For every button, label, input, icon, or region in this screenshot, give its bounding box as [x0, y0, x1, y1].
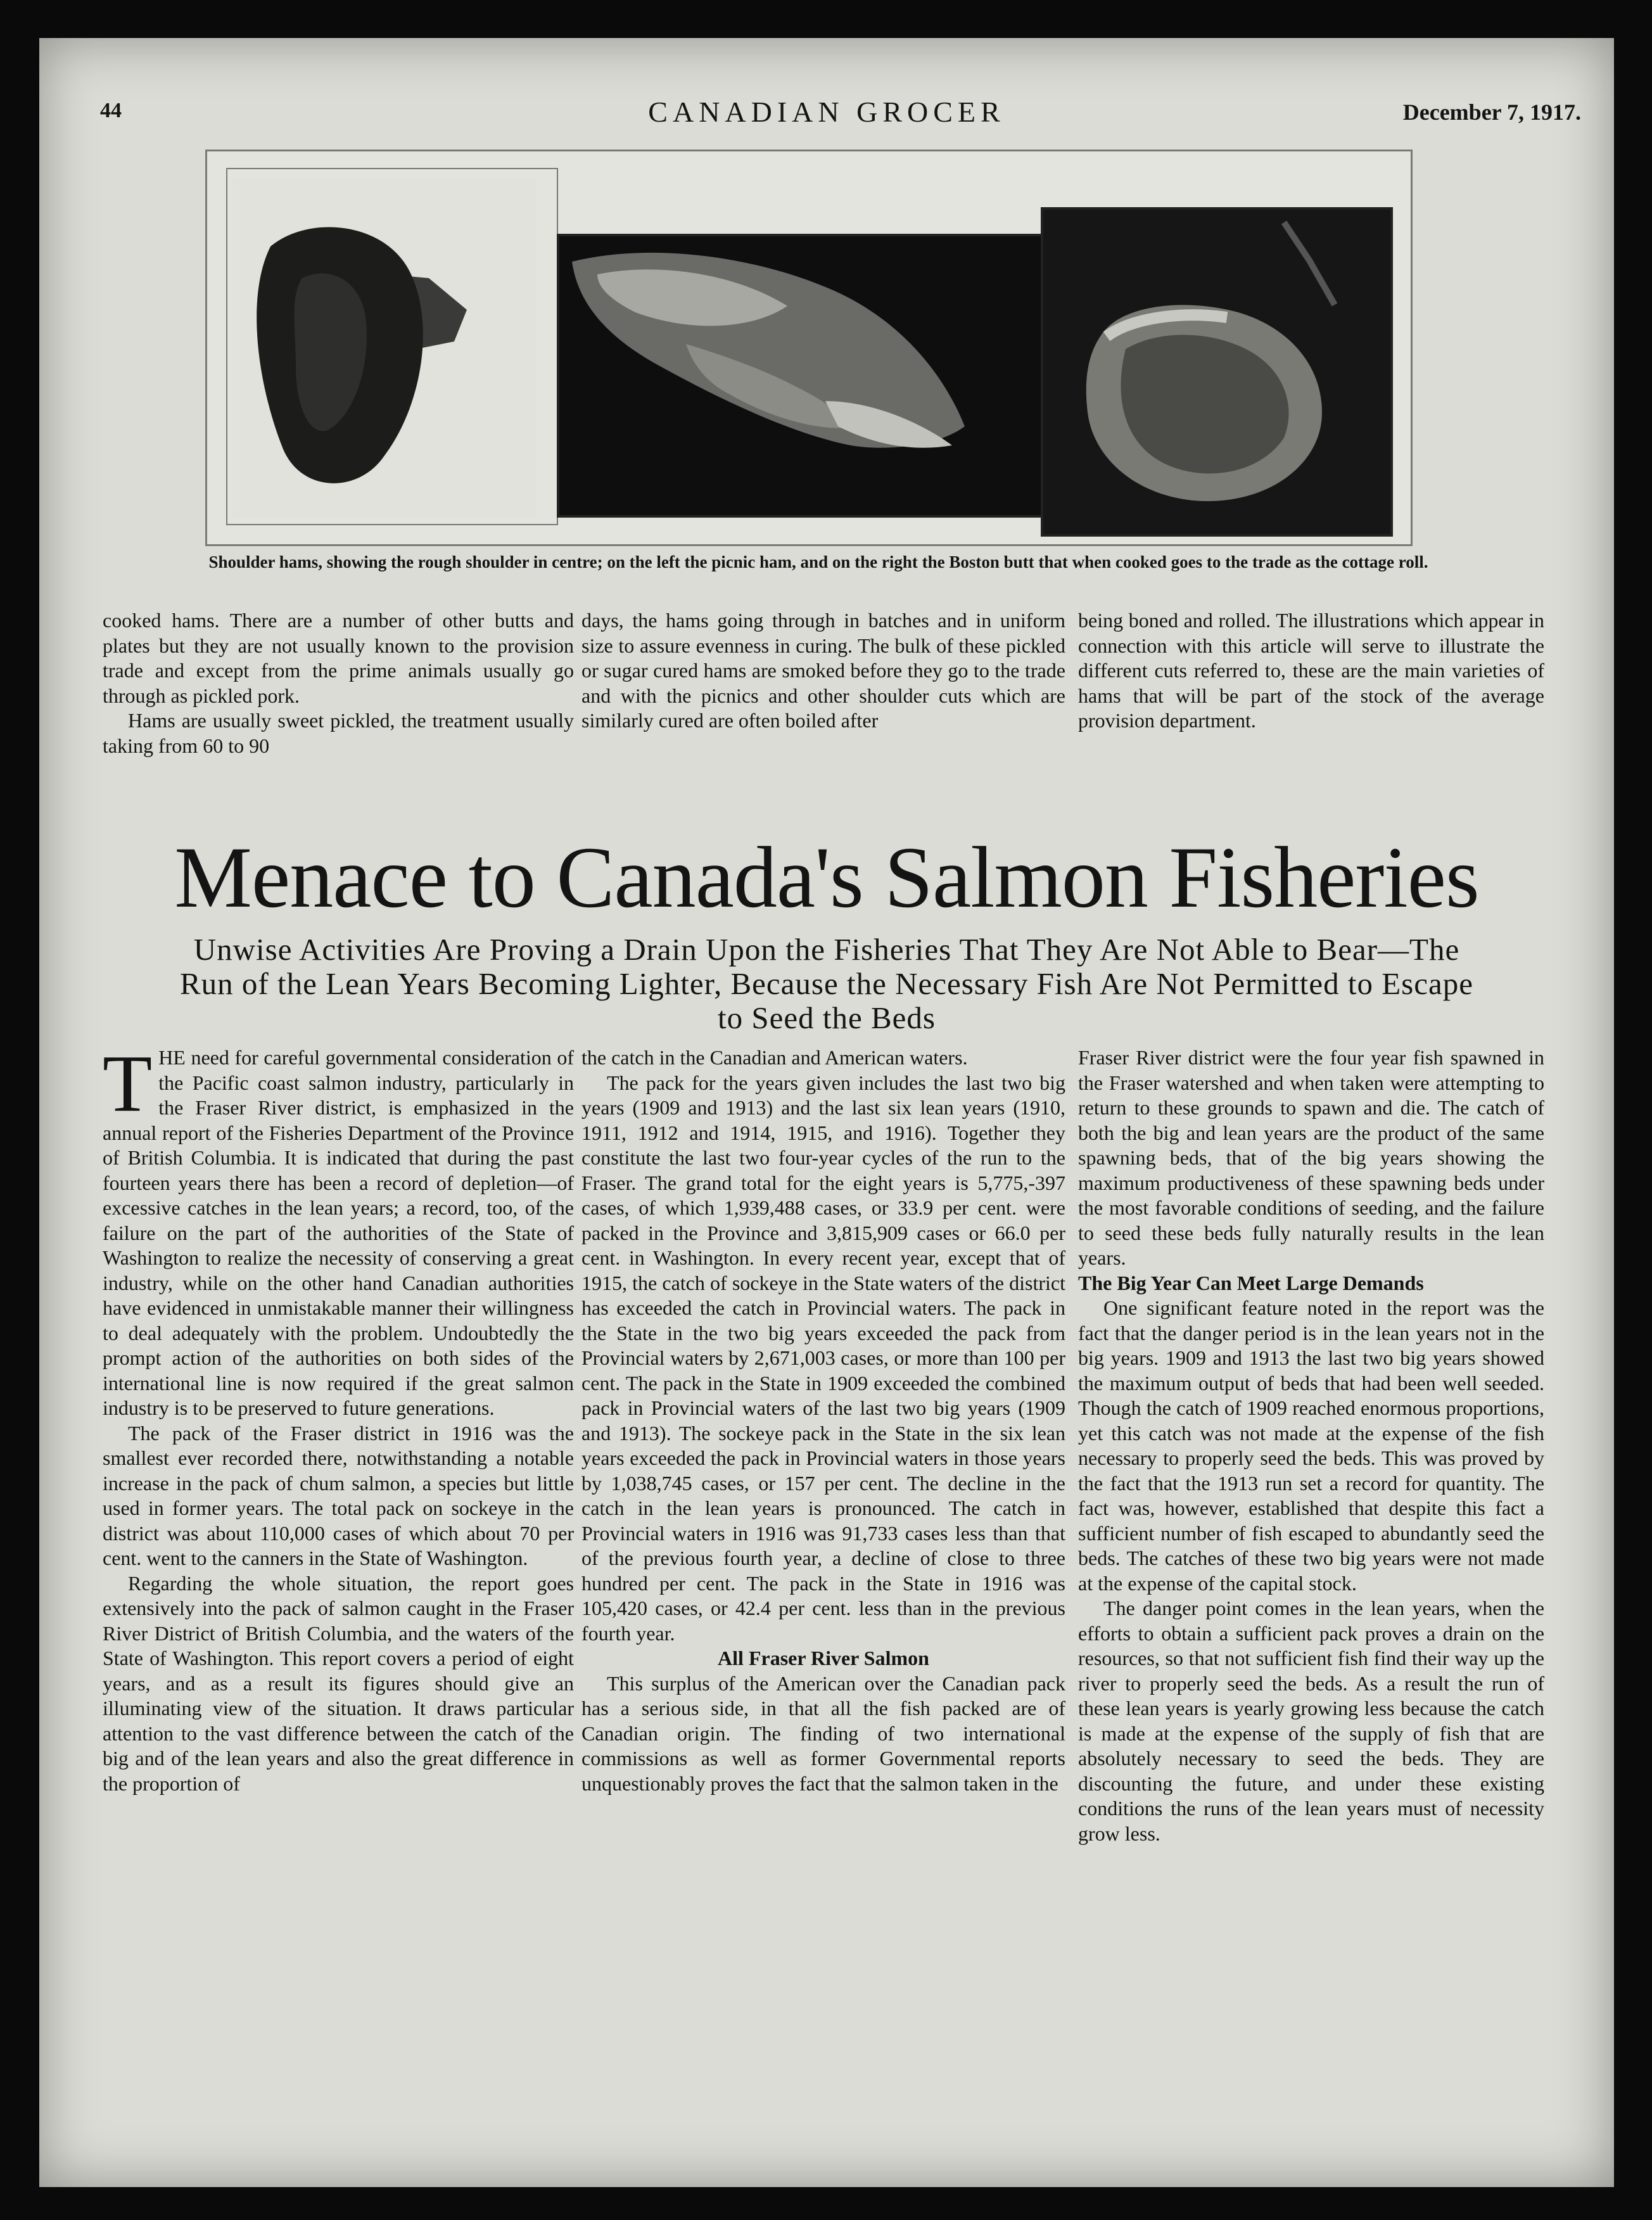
paragraph: The pack for the years given includes the last two big years (1909 and 1913) and the last six lean years (1910, 1911, 1912 and 1914, 1915, and 1916). Together they constitute the last two four-year cycles of the run to the Fraser. The grand total for the eight years is 5,775,-397 cases, of which 1,939,488 cases, or 33.9 per cent. were packed in the Province and 3,815,909 cases or 66.0 per cent. in Washington. In every recent year, except that of 1915, the catch of sockeye in the State waters of the district has exceeded the catch in Provincial waters. The pack in the State in the two big years exceeded the pack from Provincial waters by 2,671,003 cases, or more than 100 per cent. The pack in the State in 1909 exceeded the combined pack in Provincial waters of the last two big years (1909 and 1913). The sockeye pack in the State in the six lean years exceeded the pack in Provincial waters in those years by 1,038,745 cases, or 157 per cent. The decline in the catch in the lean years is pronounced. The catch in Provincial waters in 1916 was 91,733 cases less than that of the previous fourth year, a decline of close to three hundred per cent. The pack in the State in 1916 was 105,420 cases, or 42.4 per cent. less than in the previous fourth year.: [581, 1071, 1065, 1645]
magazine-page: [39, 38, 1614, 2187]
paragraph: cooked hams. There are a number of other butts and plates but they are not usually known to the provision trade and except from the prime animals usually go through as pickled pork.: [103, 609, 574, 707]
paragraph: [103, 1038, 574, 1421]
paragraph: days, the hams going through in batches and in uniform size to assure evenness in curing. The bulk of these pickled or sugar cured hams are smoked before they go to the trade and with the picnics and other shoulder cuts which are similarly cured are often boiled after: [581, 609, 1065, 732]
continued-column-2: [581, 608, 1065, 734]
article-column-3: [1078, 1045, 1544, 1846]
continued-column-3: [1078, 608, 1544, 734]
paragraph-text: HE need for careful governmental consideration of the Pacific coast salmon industry, particularly in the Fraser River district, is emphasized in the annual report of the Fisheries Department of the Province of British Columbia. It is indicated that during the past fourteen years there has been a record of depletion—of excessive catches in the lean years; a record, too, of the failure on the part of the authorities of the State of Washington to realize the necessity of conserving a great industry, while on the other hand Canadian authorities have evidenced in unmistakable manner their willingness to deal adequately with the problem. Undoubtedly the prompt action of the authorities on both sides of the international line is now required if the great salmon industry is to be preserved to future generations.: [103, 1046, 574, 1419]
paragraph: Fraser River district were the four year fish spawned in the Fraser watershed and when taken were attempting to return to these grounds to spawn and die. The catch of both the big and lean years are the product of the same spawning beds, that of the big years showing the maximum productiveness of these spawning beds under the most favorable conditions of seeding, and the failure to seed these beds fully naturally results in the lean years.: [1078, 1046, 1544, 1269]
paragraph: Hams are usually sweet pickled, the treatment usually taking from 60 to 90: [103, 709, 574, 757]
picnic-ham-photo: [232, 177, 537, 519]
paragraph: This surplus of the American over the Canadian pack has a serious side, in that all the fish packed are of Canadian origin. The finding of two international commissions as well as former Governmental reports unquestionably proves the fact that the salmon taken in the: [581, 1671, 1065, 1795]
article-column-2: [581, 1045, 1065, 1796]
section-subhead: All Fraser River Salmon: [718, 1647, 929, 1669]
paragraph: The pack of the Fraser district in 1916 was the smallest ever recorded there, notwithstanding a notable increase in the pack of chum salmon, a species but little used in former years. The total pack on sockeye in the district was about 110,000 cases of which about 70 per cent. went to the canners in the State of Washington.: [103, 1421, 574, 1569]
paragraph: One significant feature noted in the report was the fact that the danger period is in the lean years not in the big years. 1909 and 1913 the last two big years showed the maximum output of beds that had been well seeded. Though the catch of 1909 reached enormous proportions, yet this catch was not made at the expense of the fish necessary to properly seed the beds. This was proved by the fact that the 1913 run set a record for quantity. The fact was, however, established that despite this fact a sufficient number of fish escaped to abundantly seed the beds. The catches of these two big years were not made at the expense of the capital stock.: [1078, 1296, 1544, 1595]
shoulder-ham-photo: [557, 234, 1043, 518]
page-number: 44: [100, 99, 122, 122]
section-subhead: The Big Year Can Meet Large Demands: [1078, 1271, 1424, 1294]
article-column-1: [103, 1038, 574, 1796]
issue-date: December 7, 1917.: [1402, 99, 1581, 125]
paragraph: Regarding the whole situation, the report goes extensively into the pack of salmon caught in the Fraser River District of British Columbia, and the waters of the State of Washington. This report covers a period of eight years, and as a result its figures should give an illuminating view of the situation. It draws particular attention to the vast difference between the catch of the big and of the lean years and also the great difference in the proportion of: [103, 1571, 574, 1795]
drop-cap: T: [103, 1038, 153, 1128]
article-headline: Menace to Canada's Salmon Fisheries: [174, 829, 1479, 926]
boston-butt-photo: [1041, 207, 1393, 537]
article-deck: Unwise Activities Are Proving a Drain Upon the Fisheries That They Are Not Able to Bear—The Run of the Lean Years Becoming Lighter, Because the Necessary Fish Are Not Permitted to Escape to Seed the Beds: [179, 932, 1473, 1035]
paragraph: The danger point comes in the lean years, when the efforts to obtain a sufficient pack proves a drain on the resources, so that not sufficient fish find their way up the river to properly seed the beds. As a result the run of these lean years is yearly growing less because the catch is made at the expense of the supply of fish that are absolutely necessary to seed the beds. They are discounting the future, and under these existing conditions the runs of the lean years must of necessity grow less.: [1078, 1597, 1544, 1845]
paragraph: being boned and rolled. The illustrations which appear in connection with this article will serve to illustrate the different cuts referred to, these are the main varieties of hams that will be part of the stock of the average provision department.: [1078, 609, 1544, 732]
ham-photographs: [205, 150, 1413, 546]
masthead: CANADIAN GROCER: [648, 96, 1005, 128]
figure-caption: Shoulder hams, showing the rough shoulder in centre; on the left the picnic ham, and on the right the Boston butt that when cooked goes to the trade as the cottage roll.: [208, 552, 1428, 571]
continued-column-1: [103, 608, 574, 758]
paragraph: the catch in the Canadian and American waters.: [581, 1046, 968, 1069]
